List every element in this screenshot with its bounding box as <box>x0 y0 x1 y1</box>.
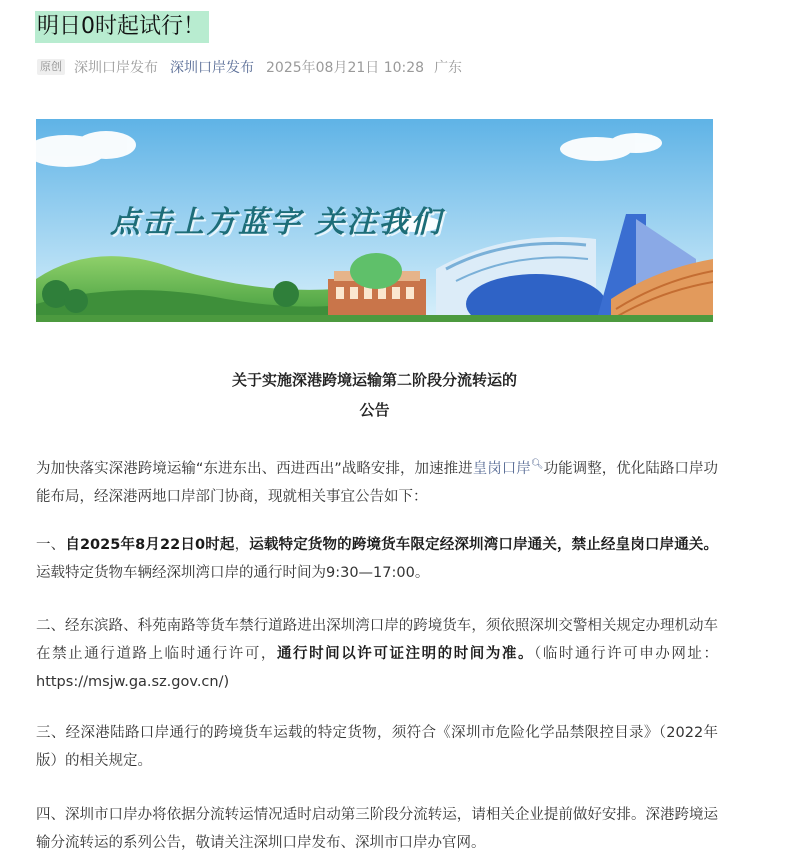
notice-title-subline: 公告 <box>359 401 390 419</box>
item-three-paragraph: 三、经深港陆路口岸通行的跨境货车运载的特定货物，须符合《深圳市危险化学品禁限控目录》（2022年版）的相关规定。 <box>36 725 718 769</box>
text-span: 运载特定货物车辆经深圳湾口岸的通行时间为9:30—17:00。 <box>36 565 430 581</box>
author-name: 深圳口岸发布 <box>74 60 158 76</box>
notice-title: 关于实施深港跨境运输第二阶段分流转运的 <box>231 371 517 389</box>
text-span: 为加快落实深港跨境运输“东进东出、西进西出”战略安排，加速推进 <box>36 460 473 477</box>
bold-text: 自2025年8月22日0时起 <box>65 537 235 553</box>
bold-text: 运载特定货物的跨境货车限定经深圳湾口岸通关，禁止经皇岗口岸通关。 <box>249 537 719 553</box>
original-badge: 原创 <box>37 59 65 75</box>
huanggang-port-link[interactable]: 皇岗口岸 <box>472 460 531 477</box>
text-span: ， <box>234 537 250 553</box>
item-four-paragraph: 四、深圳市口岸办将依据分流转运情况适时启动第三阶段分流转运，请相关企业提前做好安排。深港跨境运输分流转运的系列公告，敬请关注深圳口岸发布、深圳市口岸办官网。 <box>36 807 718 851</box>
banner-slogan: 点击上方蓝字 关注我们 <box>110 205 443 240</box>
follow-banner <box>36 119 713 322</box>
text-span: （临时通行许可申办网址：https://msjw.ga.sz.gov.cn/) <box>36 646 719 690</box>
bold-text: 通行时间以许可证注明的时间为准。 <box>276 646 535 662</box>
item-one-paragraph <box>36 531 718 587</box>
intro-paragraph <box>36 451 718 511</box>
publish-location: 广东 <box>434 60 463 76</box>
account-link[interactable]: 深圳口岸发布 <box>170 60 254 76</box>
search-icon[interactable]: 🔍︎ <box>530 459 544 470</box>
text-span: 二、经东滨路、科苑南路等货车禁行道路进出深圳湾口岸的跨境货车，须依照深圳交警相关规定办理机动车在禁止通行道路上临时通行许可， <box>36 618 718 662</box>
text-span: 功能调整，优化陆路口岸功能布局，经深港两地口岸部门协商，现就相关事宜公告如下： <box>36 460 718 505</box>
item-two-paragraph <box>36 612 718 696</box>
article-title: 明日0时起试行！ <box>35 11 209 43</box>
article-meta <box>37 58 462 76</box>
publish-datetime: 2025年08月21日 10:28 <box>266 60 425 76</box>
text-span: 一、 <box>36 537 66 553</box>
